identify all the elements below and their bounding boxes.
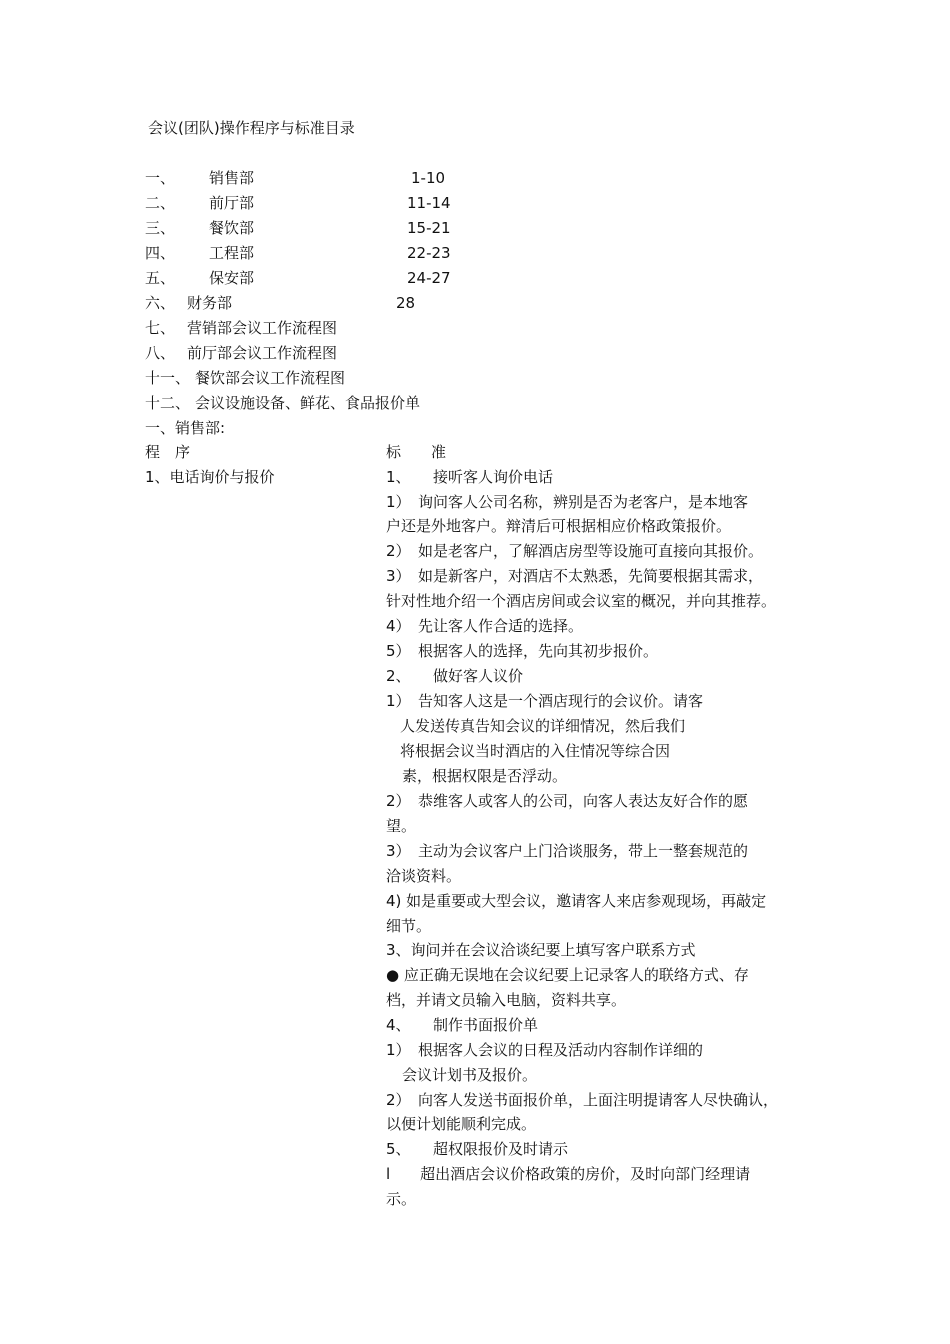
standard-line: 户还是外地客户。辩清后可根据相应价格政策报价。 (386, 517, 732, 535)
toc-name: 工程部 (209, 244, 255, 262)
standard-line: 会议计划书及报价。 (402, 1066, 538, 1084)
toc-name: 会议设施设备、鲜花、食品报价单 (195, 394, 421, 412)
standard-line: l 超出酒店会议价格政策的房价，及时向部门经理请 (386, 1165, 751, 1183)
toc-page: 15-21 (407, 219, 451, 237)
toc-number: 三、 (145, 219, 176, 237)
toc-number: 六、 (145, 294, 176, 312)
toc-number: 八、 (145, 344, 176, 362)
toc-name: 餐饮部会议工作流程图 (195, 369, 346, 387)
standard-line: 2、 做好客人议价 (386, 667, 524, 685)
toc-page: 1-10 (411, 169, 446, 187)
procedure-item: 1、电话询价与报价 (145, 468, 275, 486)
toc-number: 四、 (145, 244, 176, 262)
standard-line: 4） 先让客人作合适的选择。 (386, 617, 584, 635)
toc-name: 前厅部会议工作流程图 (187, 344, 338, 362)
standard-line: 洽谈资料。 (386, 867, 462, 885)
standard-line: 2） 如是老客户，了解酒店房型等设施可直接向其报价。 (386, 542, 764, 560)
standard-line: 将根据会议当时酒店的入住情况等综合因 (400, 742, 671, 760)
standard-line: ● 应正确无误地在会议纪要上记录客人的联络方式、存 (386, 966, 749, 984)
standard-line: 1） 根据客人会议的日程及活动内容制作详细的 (386, 1041, 704, 1059)
standard-line: 档，并请文员输入电脑，资料共享。 (386, 991, 627, 1009)
standard-line: 1、 接听客人询价电话 (386, 468, 554, 486)
standard-line: 3） 主动为会议客户上门洽谈服务，带上一整套规范的 (386, 842, 749, 860)
document-title: 会议(团队)操作程序与标准目录 (148, 119, 355, 137)
toc-name: 餐饮部 (209, 219, 255, 237)
standard-line: 5、 超权限报价及时请示 (386, 1140, 569, 1158)
toc-number: 二、 (145, 194, 176, 212)
standard-column-header: 标 准 (386, 443, 447, 461)
toc-page: 28 (396, 294, 416, 312)
standard-line: 4) 如是重要或大型会议，邀请客人来店参观现场，再敲定 (386, 892, 767, 910)
toc-name: 销售部 (209, 169, 255, 187)
toc-name: 前厅部 (209, 194, 255, 212)
standard-line: 3、询问并在会议洽谈纪要上填写客户联系方式 (386, 941, 696, 959)
section-heading: 一、销售部: (145, 419, 226, 437)
standard-line: 针对性地介绍一个酒店房间或会议室的概况，并向其推荐。 (386, 592, 777, 610)
toc-number: 一、 (145, 169, 176, 187)
toc-number: 十二、 (145, 394, 191, 412)
toc-name: 保安部 (209, 269, 255, 287)
toc-page: 11-14 (407, 194, 451, 212)
procedure-column-header: 程 序 (145, 443, 191, 461)
toc-page: 22-23 (407, 244, 451, 262)
toc-page: 24-27 (407, 269, 451, 287)
toc-number: 七、 (145, 319, 176, 337)
standard-line: 素，根据权限是否浮动。 (402, 767, 568, 785)
standard-line: 细节。 (386, 917, 432, 935)
toc-name: 营销部会议工作流程图 (187, 319, 338, 337)
standard-line: 2） 恭维客人或客人的公司，向客人表达友好合作的愿 (386, 792, 749, 810)
standard-line: 2） 向客人发送书面报价单，上面注明提请客人尽快确认， (386, 1091, 779, 1109)
standard-line: 5） 根据客人的选择，先向其初步报价。 (386, 642, 659, 660)
standard-line: 1） 告知客人这是一个酒店现行的会议价。请客 (386, 692, 704, 710)
standard-line: 示。 (386, 1190, 417, 1208)
standard-line: 3） 如是新客户，对酒店不太熟悉，先简要根据其需求， (386, 567, 764, 585)
standard-line: 人发送传真告知会议的详细情况，然后我们 (400, 717, 686, 735)
standard-line: 1） 询问客人公司名称，辨别是否为老客户，是本地客 (386, 493, 749, 511)
toc-name: 财务部 (187, 294, 233, 312)
standard-line: 望。 (386, 817, 417, 835)
toc-number: 十一、 (145, 369, 191, 387)
toc-number: 五、 (145, 269, 176, 287)
standard-line: 4、 制作书面报价单 (386, 1016, 539, 1034)
standard-line: 以便计划能顺利完成。 (386, 1115, 537, 1133)
